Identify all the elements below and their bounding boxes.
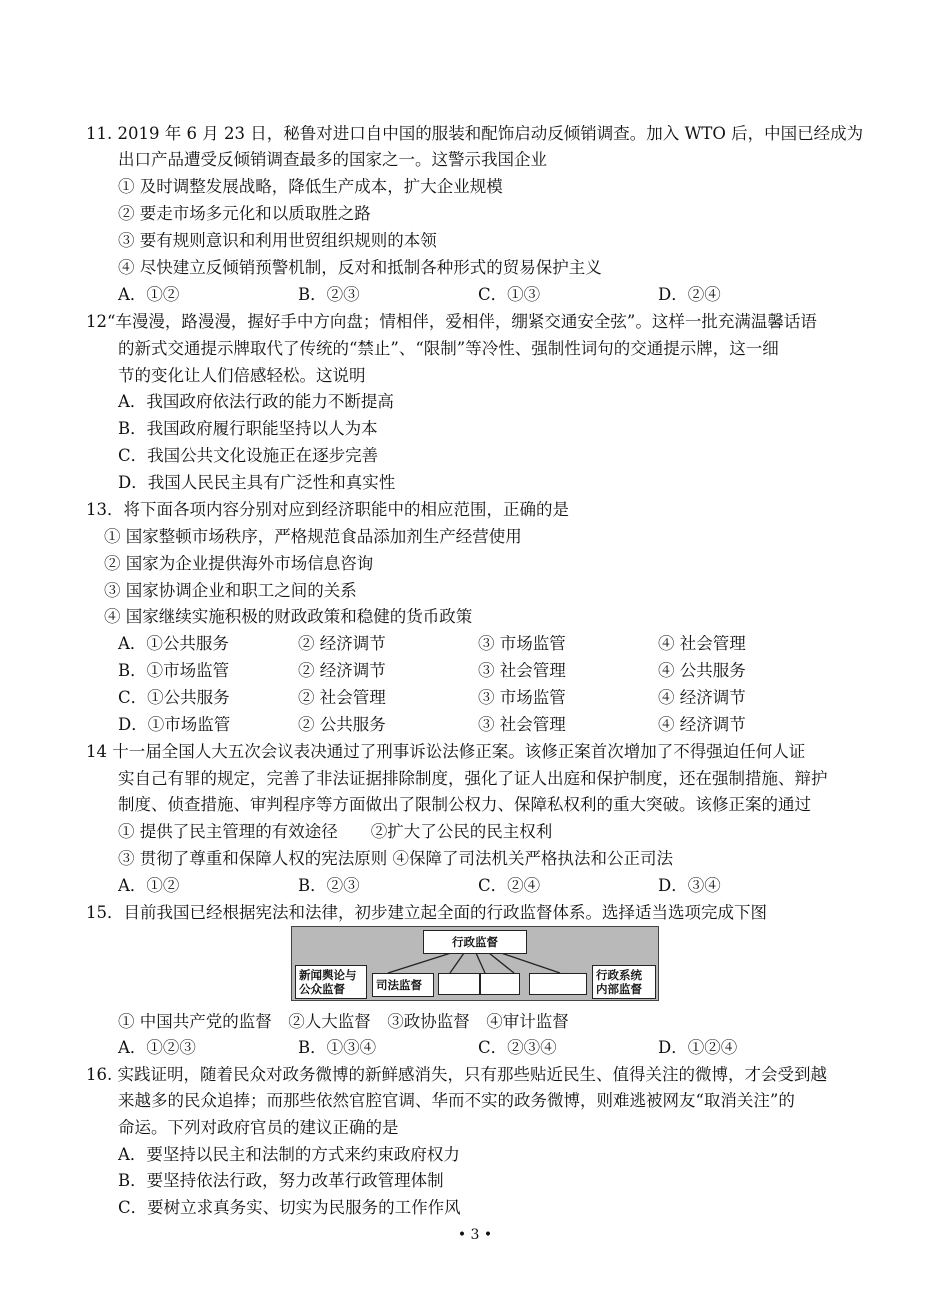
q13-option-c-4: ④ 经济调节 [658, 688, 746, 707]
diagram-blank-box-3 [529, 973, 587, 995]
q11-option-a: A．①② [118, 285, 180, 304]
q12-stem-line2: 的新式交通提示牌取代了传统的“禁止”、“限制”等冷性、强制性词句的交通提示牌，这一细 [118, 339, 779, 358]
q13-option-a-1: A．①公共服务 [118, 634, 229, 653]
q14-stem-line1: 14 十一届全国人大五次会议表决通过了刑事诉讼法修正案。该修正案首次增加了不得强迫任何人证 [86, 742, 806, 761]
q13-option-d-4: ④ 经济调节 [658, 715, 746, 734]
diagram-top-box [423, 930, 527, 954]
q13-option-b-3: ③ 社会管理 [478, 661, 566, 680]
q12-option-c: C．我国公共文化设施正在逐步完善 [118, 446, 379, 465]
diagram-right-label-line1: 行政系统 [596, 968, 642, 982]
q13-option-c-2: ② 社会管理 [298, 688, 386, 707]
page-number: • 3 • [457, 1227, 493, 1243]
diagram-judicial-box [372, 973, 434, 997]
q15-option-b: B．①③④ [298, 1038, 377, 1057]
q11-item-2: ② 要走市场多元化和以质取胜之路 [118, 204, 371, 223]
q13-option-a-4: ④ 社会管理 [658, 634, 746, 653]
diagram-left-label-line2: 公众监督 [299, 982, 345, 996]
q13-stem: 13．将下面各项内容分别对应到经济职能中的相应范围，正确的是 [86, 500, 569, 519]
q13-option-c-1: C．①公共服务 [118, 688, 230, 707]
q11-option-d: D．②④ [658, 285, 721, 304]
q14-option-c: C．②④ [478, 876, 541, 895]
q12-stem-line3: 节的变化让人们倍感轻松。这说明 [118, 366, 366, 385]
q16-option-a: A．要坚持以民主和法制的方式来约束政府权力 [118, 1145, 460, 1164]
q14-option-b: B．②③ [298, 876, 360, 895]
diagram-blank-box-2 [480, 973, 520, 995]
q13-option-a-2: ② 经济调节 [298, 634, 386, 653]
q12-stem-line1: 12“车漫漫，路漫漫，握好手中方向盘；情相伴，爱相伴，绷紧交通安全弦”。这样一批充满温馨话语 [86, 312, 817, 331]
q11-option-b: B．②③ [298, 285, 360, 304]
supervision-diagram [291, 926, 659, 1001]
q15-stem: 15．目前我国已经根据宪法和法律，初步建立起全面的行政监督体系。选择适当选项完成下图 [86, 903, 767, 922]
q11-item-3: ③ 要有规则意识和利用世贸组织规则的本领 [118, 231, 437, 250]
q16-stem-line1: 16. 实践证明，随着民众对政务微博的新鲜感消失，只有那些贴近民生、值得关注的微博，才会受到越 [86, 1065, 827, 1084]
q14-option-a: A．①② [118, 876, 180, 895]
q14-stem-line3: 制度、侦查措施、审判程序等方面做出了限制公权力、保障私权利的重大突破。该修正案的通过 [118, 795, 811, 814]
q13-item-3: ③ 国家协调企业和职工之间的关系 [104, 581, 357, 600]
q13-option-b-1: B．①市场监管 [118, 661, 230, 680]
diagram-right-label-line2: 内部监督 [596, 982, 642, 996]
q13-option-a-3: ③ 市场监管 [478, 634, 566, 653]
q13-option-b-2: ② 经济调节 [298, 661, 386, 680]
q13-option-d-1: D．①市场监管 [118, 715, 231, 734]
q13-item-1: ① 国家整顿市场秩序，严格规范食品添加剂生产经营使用 [104, 527, 522, 546]
q13-option-b-4: ④ 公共服务 [658, 661, 746, 680]
q15-option-a: A．①②③ [118, 1038, 196, 1057]
q15-option-d: D．①②④ [658, 1038, 738, 1057]
q12-option-d: D．我国人民民主具有广泛性和真实性 [118, 473, 396, 492]
q14-item-1-2: ① 提供了民主管理的有效途径 ②扩大了公民的民主权利 [118, 822, 553, 841]
q12-option-a: A．我国政府依法行政的能力不断提高 [118, 392, 394, 411]
q16-option-c: C．要树立求真务实、切实为民服务的工作作风 [118, 1198, 461, 1217]
q16-option-b: B．要坚持依法行政，努力改革行政管理体制 [118, 1171, 444, 1190]
diagram-top-label: 行政监督 [452, 935, 498, 949]
diagram-left-label-line1: 新闻舆论与 [299, 968, 357, 982]
q12-option-b: B．我国政府履行职能坚持以人为本 [118, 419, 378, 438]
diagram-left-box [295, 965, 367, 999]
diagram-judicial-label: 司法监督 [376, 978, 422, 992]
q13-option-d-3: ③ 社会管理 [478, 715, 566, 734]
diagram-blank-box-1 [438, 973, 480, 995]
q14-item-3-4: ③ 贯彻了尊重和保障人权的宪法原则 ④保障了司法机关严格执法和公正司法 [118, 849, 673, 868]
q14-stem-line2: 实自己有罪的规定，完善了非法证据排除制度，强化了证人出庭和保护制度，还在强制措施、辩护 [118, 769, 828, 788]
q15-items: ① 中国共产党的监督 ②人大监督 ③政协监督 ④审计监督 [118, 1012, 569, 1031]
q11-item-1: ① 及时调整发展战略，降低生产成本，扩大企业规模 [118, 177, 503, 196]
q11-item-4: ④ 尽快建立反倾销预警机制，反对和抵制各种形式的贸易保护主义 [118, 258, 602, 277]
q13-option-c-3: ③ 市场监管 [478, 688, 566, 707]
q16-stem-line2: 来越多的民众追捧；而那些依然官腔官调、华而不实的政务微博，则难逃被网友“取消关注”的 [118, 1091, 795, 1110]
q11-stem-line2: 出口产品遭受反倾销调查最多的国家之一。这警示我国企业 [118, 150, 547, 169]
diagram-right-box [592, 965, 656, 999]
q14-option-d: D．③④ [658, 876, 721, 895]
q13-item-2: ② 国家为企业提供海外市场信息咨询 [104, 554, 374, 573]
q11-stem-line1: 11. 2019 年 6 月 23 日，秘鲁对进口自中国的服装和配饰启动反倾销调查。加入 WTO 后，中国已经成为 [86, 124, 864, 143]
q16-stem-line3: 命运。下列对政府官员的建议正确的是 [118, 1118, 399, 1137]
q15-option-c: C．②③④ [478, 1038, 557, 1057]
q13-item-4: ④ 国家继续实施积极的财政政策和稳健的货币政策 [104, 607, 473, 626]
q11-option-c: C．①③ [478, 285, 541, 304]
q13-option-d-2: ② 公共服务 [298, 715, 386, 734]
